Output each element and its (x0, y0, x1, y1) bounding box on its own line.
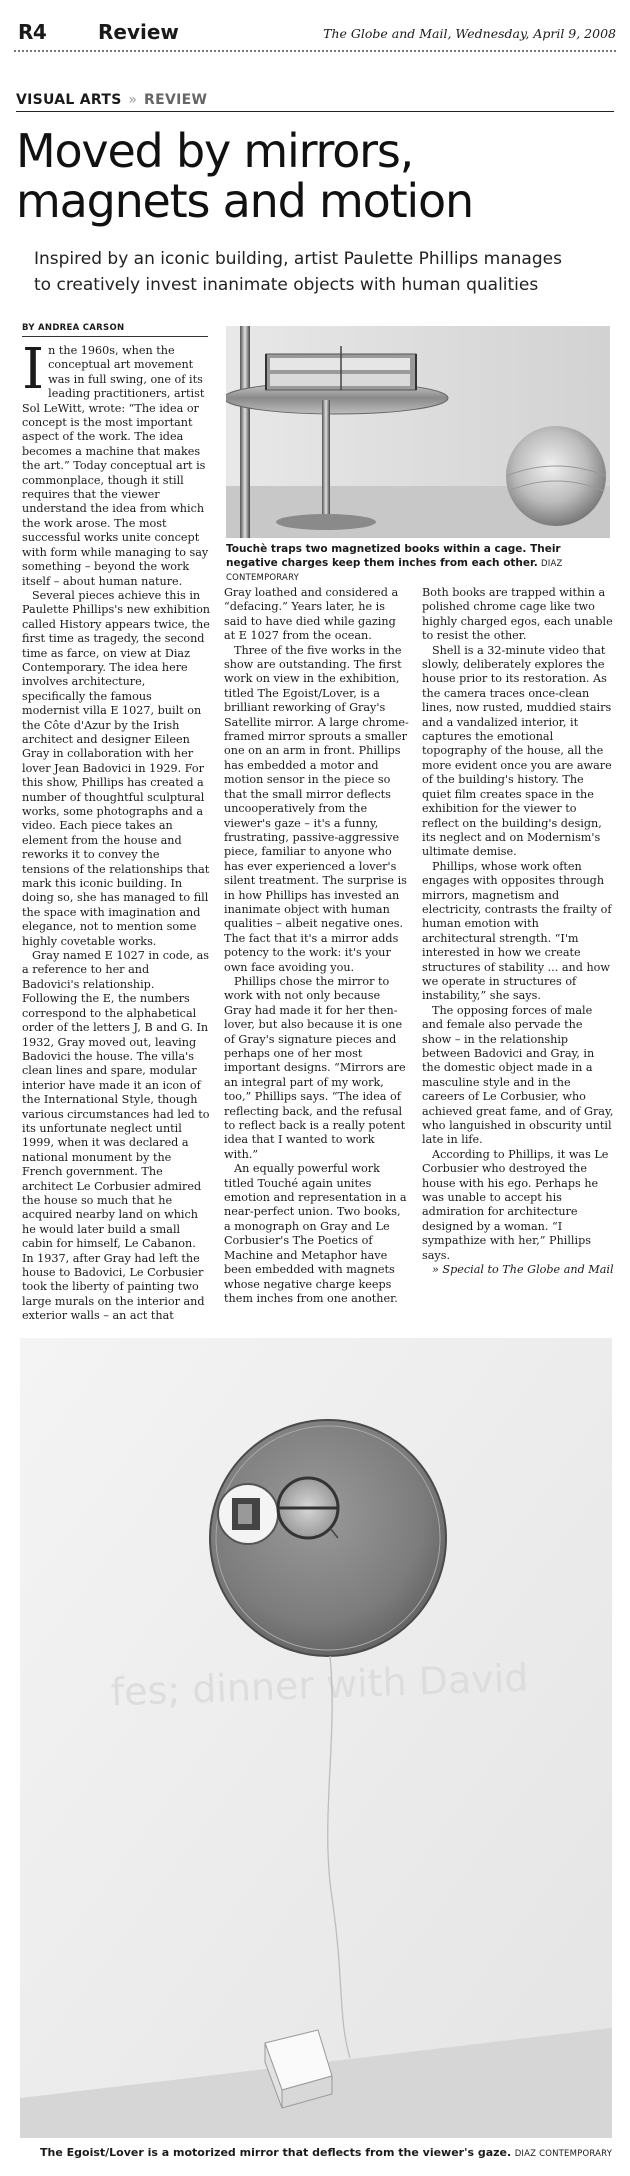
kicker-category: VISUAL ARTS (16, 92, 122, 108)
article-column-3 (422, 586, 614, 1278)
paragraph: Gray named E 1027 in code, as a reference to her and Badovici's relationship. Following the E, the numbers correspond to the alphabetical order of the letters J, B and G. In 1932, Gray moved out, leaving Badovici the house. The villa's clean lines and spare, modular interior have made it an icon of the International Style, though various circumstances had led to its unfortunate neglect until 1999, when it was declared a national monument by the French government. The architect Le Corbusier admired the house so much that he acquired nearby land on which he would later build a small cabin for himself, Le Cabanon. In 1937, after Gray had left the house to Badovici, Le Corbusier took the liberty of painting two large murals on the interior and exterior walls – an act that (22, 949, 210, 1323)
publication-dateline: The Globe and Mail, Wednesday, April 9, 2008 (323, 26, 616, 41)
paragraph (22, 337, 210, 589)
kicker-subcategory: REVIEW (144, 92, 208, 108)
mirror-sculpture-image (20, 1338, 612, 2138)
paragraph: Three of the five works in the show are outstanding. The first work on view in the exhibition, titled The Egoist/Lover, is a brilliant reworking of Gray's Satellite mirror. A large chrome-framed mirror sprouts a smaller one on an arm in front. Phillips has embedded a motor and motion sensor in the piece so that the small mirror deflects uncooperatively from the viewer's gaze – it's a funny, frustrating, passive-aggressive piece, familiar to anyone who has ever experienced a lover's silent treatment. The surprise is in how Phillips has invested an inanimate object with human qualities – albeit negative ones. The fact that it's a mirror adds potency to the work: it's your own face avoiding you. (224, 643, 409, 974)
touche-sculpture-image (226, 326, 610, 538)
article-column-2 (224, 586, 410, 1306)
deck-line-1: Inspired by an iconic building, artist Paulette Phillips manages (34, 249, 562, 269)
drop-cap: I (22, 337, 45, 402)
touche-photo (226, 326, 610, 538)
kicker-separator: » (128, 92, 138, 108)
paragraph: The opposing forces of male and female also pervade the show – in the relationship between Badovici and Gray, in the domestic object made in a masculine style and in the careers of Le Corbusier, who achieved great fame, and of Gray, who languished in obscurity until late in life. (422, 1003, 614, 1147)
signoff: » Special to The Globe and Mail (432, 1263, 614, 1277)
paragraph: Both books are trapped within a polished chrome cage like two highly charged egos, each unable to resist the other. (422, 586, 613, 643)
caption-text: The Egoist/Lover is a motorized mirror that deflects from the viewer's gaze. (40, 2146, 512, 2159)
headline-line-1: Moved by mirrors, (16, 124, 414, 178)
egoist-lover-photo (20, 1338, 612, 2138)
page-header (18, 20, 616, 46)
headline (16, 126, 616, 226)
deck-line-2: to creatively invest inanimate objects with human qualities (34, 275, 539, 295)
article-column-1 (22, 337, 211, 1324)
paragraph: According to Phillips, it was Le Corbusier who destroyed the house with his ego. Perhaps he was unable to accept his admiration for architecture designed by a woman. “I sympathize with her,” Phillips says. (422, 1147, 609, 1262)
byline-rule (22, 336, 208, 337)
header-dotted-rule (14, 50, 616, 52)
background-wall-text: fes; dinner with David (110, 1655, 530, 1715)
subheadline-deck (34, 246, 594, 298)
kicker-rule (16, 111, 614, 112)
photo-credit: DIAZ CONTEMPORARY (226, 558, 563, 583)
byline: BY ANDREA CARSON (22, 323, 125, 333)
paragraph: Phillips chose the mirror to work with not only because Gray had made it for her then-lover, but also because it is one of Gray's signature pieces and perhaps one of her most important designs. “Mirrors are an integral part of my work, too,” Phillips says. “The idea of reflecting back, and the refusal to reflect back is a really potent idea that I wanted to work with.” (224, 974, 406, 1161)
headline-line-2: magnets and motion (16, 174, 473, 228)
paragraph-text: n the 1960s, when the conceptual art movement was in full swing, one of its leading practitioners, artist Sol LeWitt, wrote: “The idea or concept is the most important aspect of the work. The idea becomes a machine that makes the art.” Today conceptual art is commonplace, though it still requires that the viewer understand the idea from which the work arose. The most successful works unite concept with form while managing to say something – beyond the work itself – about human nature. (22, 344, 209, 588)
caption-text: Touchè traps two magnetized books within a cage. Their negative charges keep them inches from each other. (226, 543, 561, 569)
page-number: R4 (18, 20, 47, 44)
photo-caption-2 (40, 2146, 613, 2159)
paragraph: Phillips, whose work often engages with opposites through mirrors, magnetism and electricity, contrasts the frailty of human emotion with architectural strength. “I'm interested in how we create structures of stability ... and how we operate in structures of instability,” she says. (422, 859, 612, 1003)
photo-credit: DIAZ CONTEMPORARY (514, 2149, 613, 2159)
paragraph: Shell is a 32-minute video that slowly, deliberately explores the house prior to its restoration. As the camera traces once-clean lines, now rusted, muddied stairs and a vandalized interior, it captures the emotional topography of the house, all the more evident once you are aware of the building's history. The quiet film creates space in the exhibition for the viewer to reflect on the building's design, its neglect and on Modernism's ultimate demise. (422, 643, 612, 859)
paragraph: Gray loathed and considered a “defacing.” Years later, he is said to have died while gazing at E 1027 from the ocean. (224, 586, 399, 643)
photo-caption-1 (226, 543, 616, 586)
paragraph: An equally powerful work titled Touché again unites emotion and representation in a near-perfect union. Two books, a monograph on Gray and Le Corbusier's The Poetics of Machine and Metaphor have been embedded with magnets whose negative charge keeps them inches from one another. (224, 1162, 407, 1305)
section-name: Review (98, 20, 179, 44)
section-kicker (16, 92, 207, 108)
paragraph: Several pieces achieve this in Paulette Phillips's new exhibition called History appears twice, the first time as tragedy, the second time as farce, on view at Diaz Contemporary. The idea here involves architecture, specifically the famous modernist villa E 1027, built on the Côte d'Azur by the Irish architect and designer Eileen Gray in collaboration with her lover Jean Badovici in 1929. For this show, Phillips has created a number of thoughtful sculptural works, some photographs and a video. Each piece takes an element from the house and reworks it to convey the tensions of the relationships that mark this iconic building. In doing so, she has managed to fill the space with imagination and elegance, not to mention some highly covetable works. (22, 588, 211, 948)
